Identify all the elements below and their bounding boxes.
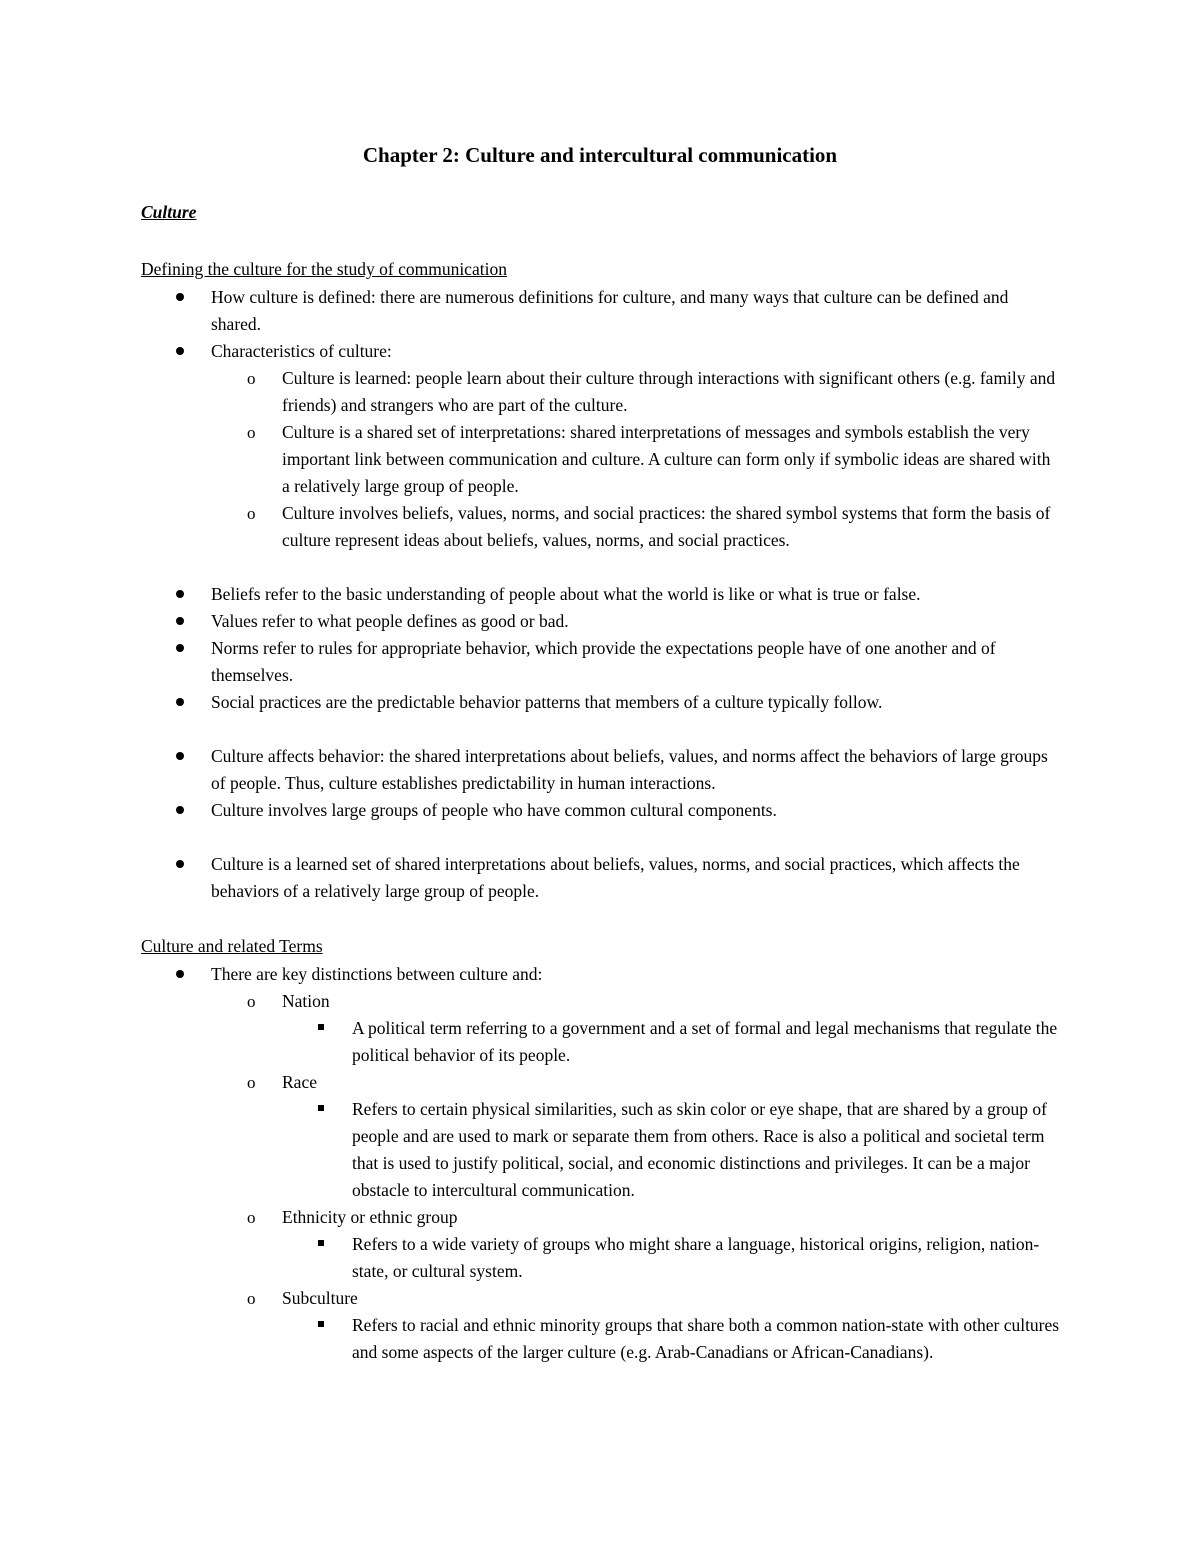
circle-bullet-icon: o — [247, 992, 256, 1011]
list-item: Norms refer to rules for appropriate behavior, which provide the expectations people have of one another and of themselves. — [211, 638, 996, 685]
bullet-icon — [176, 970, 184, 978]
bullet-icon — [176, 752, 184, 760]
term-description: Refers to a wide variety of groups who might share a language, historical origins, religion, nation-state, or cultural system. — [352, 1234, 1040, 1281]
term-description: Refers to racial and ethnic minority groups that share both a common nation-state with other cultures and some aspects of the larger culture (e.g. Arab-Canadians or African-Canadians). — [352, 1315, 1060, 1362]
term-description: Refers to certain physical similarities, such as skin color or eye shape, that are shared by a group of people and are used to mark or separate them from others. Race is also a political and societal term that is used to justify political, social, and economic distinctions and privileges. It can be a major obstacle to intercultural communication. — [352, 1099, 1047, 1200]
term-description: A political term referring to a government and a set of formal and legal mechanisms that regulate the political behavior of its people. — [352, 1018, 1058, 1065]
term-label: Nation — [282, 991, 330, 1011]
circle-bullet-icon: o — [247, 369, 256, 388]
list-item: Beliefs refer to the basic understanding of people about what the world is like or what is true or false. — [211, 584, 921, 604]
list-item: Culture involves large groups of people who have common cultural components. — [211, 800, 777, 820]
term-label: Subculture — [282, 1288, 358, 1308]
list-item: Social practices are the predictable behavior patterns that members of a culture typically follow. — [211, 692, 883, 712]
square-bullet-icon — [318, 1105, 324, 1111]
subsection-heading-defining: Defining the culture for the study of communication — [141, 259, 507, 279]
section-heading-culture: Culture — [141, 202, 197, 222]
term-label: Ethnicity or ethnic group — [282, 1207, 458, 1227]
bullet-icon — [176, 860, 184, 868]
bullet-icon — [176, 347, 184, 355]
bullet-icon — [176, 806, 184, 814]
circle-bullet-icon: o — [247, 1289, 256, 1308]
term-label: Race — [282, 1072, 317, 1092]
list-item: How culture is defined: there are numerous definitions for culture, and many ways that culture can be defined and shared. — [211, 287, 1009, 334]
list-item: There are key distinctions between culture and: — [211, 964, 543, 984]
bullet-icon — [176, 698, 184, 706]
circle-bullet-icon: o — [247, 423, 256, 442]
list-item: Culture is a learned set of shared interpretations about beliefs, values, norms, and social practices, which affects the behaviors of a relatively large group of people. — [211, 854, 1020, 901]
list-item: Values refer to what people defines as good or bad. — [211, 611, 569, 631]
square-bullet-icon — [318, 1240, 324, 1246]
bullet-icon — [176, 617, 184, 625]
list-item: Culture is learned: people learn about their culture through interactions with significant others (e.g. family and friends) and strangers who are part of the culture. — [282, 368, 1056, 415]
square-bullet-icon — [318, 1024, 324, 1030]
list-item: Culture is a shared set of interpretations: shared interpretations of messages and symbols establish the very important link between communication and culture. A culture can form only if symbolic ideas are shared with a relatively large group of people. — [282, 422, 1051, 496]
bullet-icon — [176, 293, 184, 301]
circle-bullet-icon: o — [247, 504, 256, 523]
bullet-icon — [176, 644, 184, 652]
circle-bullet-icon: o — [247, 1073, 256, 1092]
square-bullet-icon — [318, 1321, 324, 1327]
subsection-heading-related: Culture and related Terms — [141, 936, 323, 956]
list-item: Culture affects behavior: the shared interpretations about beliefs, values, and norms affect the behaviors of large groups of people. Thus, culture establishes predictability in human interactions. — [211, 746, 1048, 793]
circle-bullet-icon: o — [247, 1208, 256, 1227]
page-title: Chapter 2: Culture and intercultural communication — [362, 143, 838, 167]
list-item: Culture involves beliefs, values, norms, and social practices: the shared symbol systems that form the basis of culture represent ideas about beliefs, values, norms, and social practices. — [282, 503, 1051, 550]
list-item: Characteristics of culture: — [211, 341, 392, 361]
bullet-icon — [176, 590, 184, 598]
